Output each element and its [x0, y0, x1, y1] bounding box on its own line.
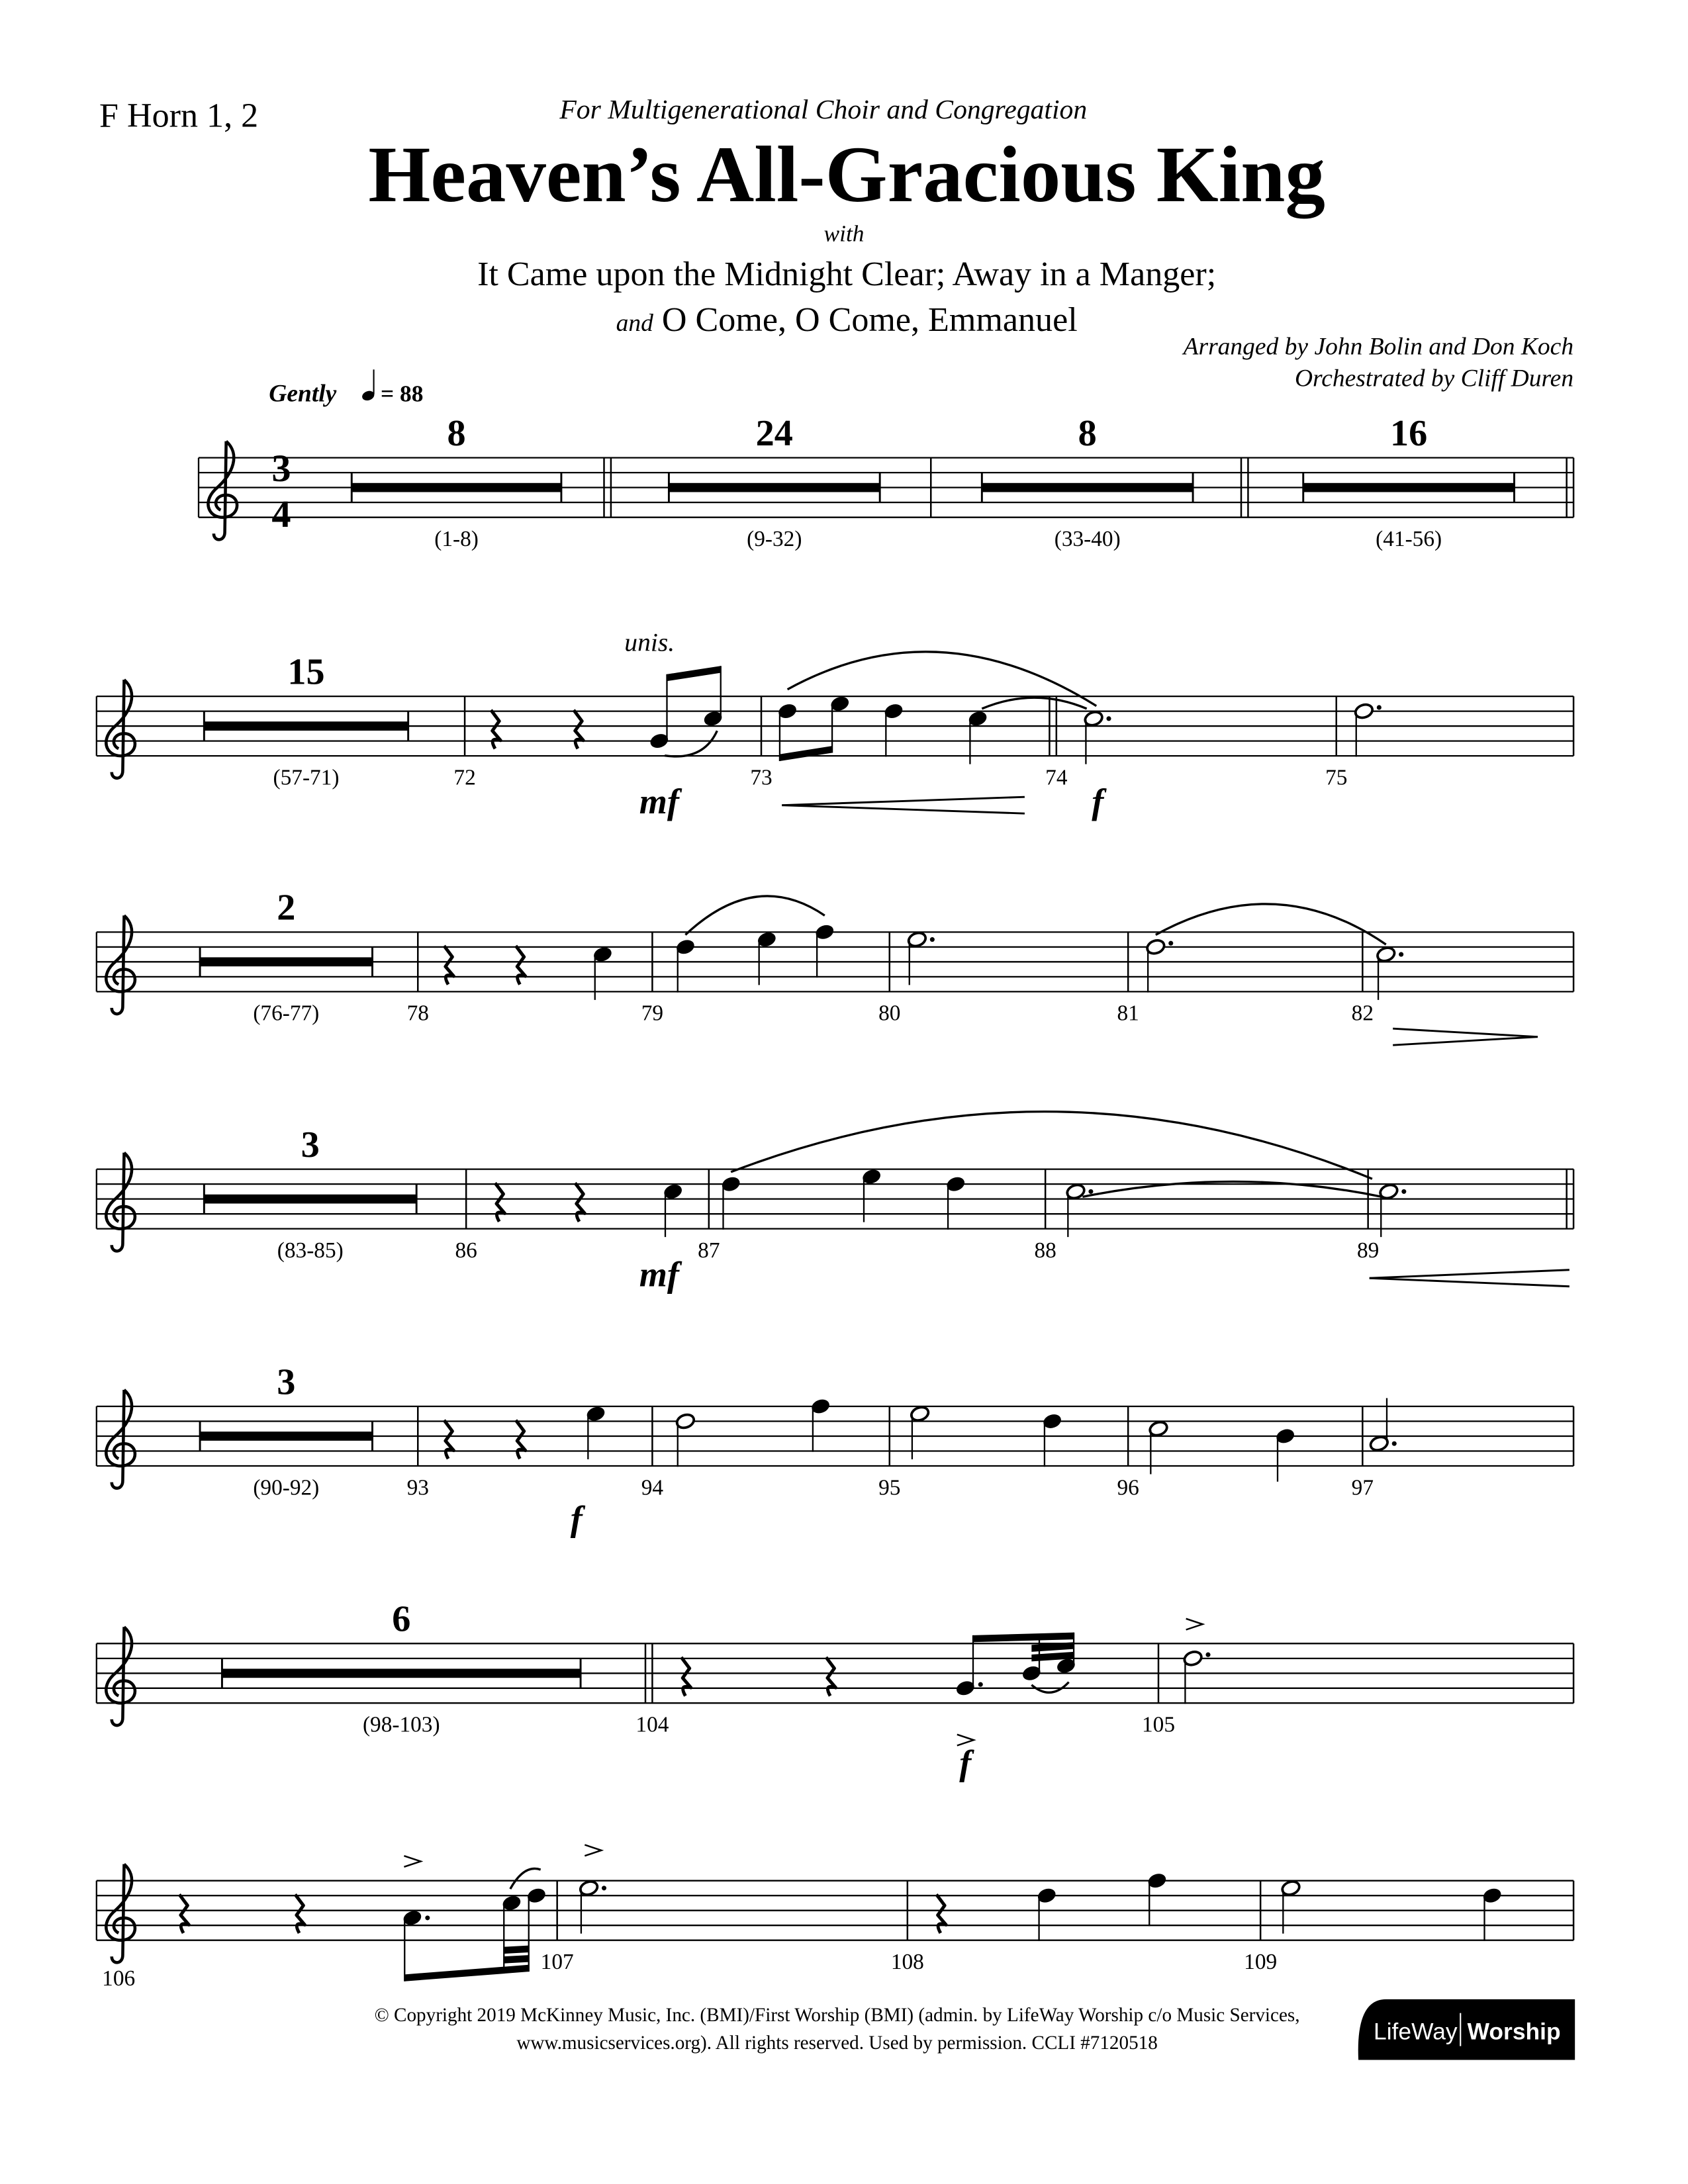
- multirest-range: (9-32): [747, 527, 802, 551]
- measure-number: 79: [641, 1001, 664, 1026]
- dot: [1106, 716, 1111, 721]
- dot: [1401, 1189, 1406, 1194]
- multirest-count: 3: [301, 1124, 320, 1165]
- beam: [404, 1965, 529, 1981]
- slur: [982, 698, 1086, 709]
- multirest-count: 2: [277, 887, 296, 929]
- measure-number: 97: [1351, 1475, 1374, 1500]
- quarter-rest-icon: [444, 946, 454, 984]
- slur: [685, 896, 824, 935]
- treble-clef-icon: [106, 1864, 135, 1963]
- treble-clef-icon: [208, 441, 237, 540]
- time-signature-denominator: 4: [271, 492, 291, 535]
- quarter-rest-icon: [516, 946, 526, 984]
- accent-mark: [585, 1845, 601, 1856]
- dynamic-marking: f: [959, 1743, 972, 1783]
- medley-line-1: It Came upon the Midnight Clear; Away in a Manger;: [477, 255, 1217, 294]
- crescendo-hairpin: [782, 797, 1025, 805]
- logo-worship: Worship: [1467, 2018, 1561, 2045]
- tempo-value: = 88: [381, 380, 424, 407]
- dot: [1168, 941, 1173, 946]
- multimeasure-rest: [200, 957, 372, 966]
- multirest-count: 8: [447, 412, 466, 454]
- multimeasure-rest: [222, 1668, 581, 1678]
- multirest-range: (83-85): [277, 1238, 344, 1263]
- multimeasure-rest: [352, 483, 561, 492]
- quarter-rest-icon: [179, 1895, 189, 1933]
- quarter-rest-icon: [575, 1183, 585, 1222]
- dot: [1392, 1441, 1397, 1446]
- dot: [930, 937, 935, 942]
- measure-number: 74: [1045, 765, 1068, 790]
- treble-clef-icon: [106, 915, 135, 1014]
- measure-number: 95: [878, 1475, 901, 1500]
- multimeasure-rest: [669, 483, 880, 492]
- treble-clef-icon: [106, 1627, 135, 1725]
- measure-number: 89: [1357, 1238, 1380, 1263]
- tempo-text: Gently: [269, 380, 337, 408]
- measure-number: 109: [1244, 1950, 1278, 1975]
- quarter-rest-icon: [937, 1895, 947, 1933]
- multimeasure-rest: [204, 1195, 416, 1204]
- measure-number: 75: [1325, 765, 1348, 790]
- quarter-rest-icon: [826, 1657, 836, 1696]
- quarter-rest-icon: [516, 1420, 526, 1459]
- medley-and: and: [616, 310, 653, 337]
- beam: [503, 1955, 528, 1964]
- measure-number: 106: [102, 1966, 136, 1991]
- measure-number: 108: [890, 1950, 924, 1975]
- quarter-note-icon: [361, 369, 375, 402]
- multirest-count: 8: [1078, 412, 1097, 454]
- decrescendo-hairpin: [1393, 1037, 1538, 1046]
- staff-system-5: [97, 1361, 1573, 1538]
- measure-number: 81: [1117, 1001, 1139, 1026]
- decrescendo-hairpin: [1393, 1028, 1538, 1037]
- dot: [1205, 1653, 1210, 1657]
- dynamic-marking: f: [570, 1498, 583, 1539]
- measure-number: 72: [453, 765, 476, 790]
- treble-clef-icon: [106, 680, 135, 778]
- measure-number: 82: [1351, 1001, 1374, 1026]
- time-signature-numerator: 3: [271, 447, 291, 490]
- measure-number: 78: [406, 1001, 429, 1026]
- slur: [510, 1868, 541, 1889]
- slur: [1031, 1682, 1068, 1693]
- staff-system-7: [97, 1845, 1573, 1991]
- multirest-range: (41-56): [1376, 527, 1442, 551]
- multirest-range: (33-40): [1054, 527, 1121, 551]
- quarter-rest-icon: [681, 1657, 691, 1696]
- slur: [665, 731, 717, 756]
- multirest-range: (57-71): [273, 765, 340, 790]
- multirest-count: 15: [287, 651, 325, 693]
- quarter-rest-icon: [295, 1895, 305, 1933]
- dot: [1088, 1189, 1093, 1194]
- measure-number: 94: [641, 1475, 664, 1500]
- measure-number: 96: [1117, 1475, 1139, 1500]
- quarter-rest-icon: [444, 1420, 454, 1459]
- logo-lifeway: LifeWay: [1374, 2018, 1458, 2045]
- accent-mark: [404, 1856, 420, 1867]
- slur: [1156, 904, 1386, 944]
- copyright-line-1: © Copyright 2019 McKinney Music, Inc. (BMI)/First Worship (BMI) (admin. by LifeWay Worship c/o Music Services,: [374, 2005, 1300, 2026]
- multimeasure-rest: [200, 1432, 372, 1441]
- header: [99, 95, 1573, 407]
- copyright-line-2: www.musicservices.org). All rights reserved. Used by permission. CCLI #7120518: [516, 2032, 1158, 2054]
- staff-system-6: [97, 1599, 1573, 1783]
- beam: [667, 666, 721, 681]
- music-notation: [97, 413, 1573, 1991]
- song-title: Heaven’s All-Gracious King: [368, 130, 1325, 220]
- multimeasure-rest: [982, 483, 1193, 492]
- dot: [1399, 952, 1403, 957]
- staff-system-3: [97, 887, 1573, 1046]
- multirest-range: (98-103): [362, 1712, 440, 1737]
- crescendo-hairpin: [782, 805, 1025, 814]
- measure-number: 88: [1034, 1238, 1056, 1263]
- multirest-count: 16: [1390, 412, 1428, 454]
- multirest-count: 24: [755, 412, 793, 454]
- multimeasure-rest: [1303, 483, 1515, 492]
- medley-title: O Come, O Come, Emmanuel: [661, 301, 1078, 339]
- dynamic-marking: mf: [639, 1254, 679, 1295]
- arranger-credit: Arranged by John Bolin and Don Koch: [1183, 333, 1574, 361]
- measure-number: 104: [635, 1712, 669, 1737]
- measure-number: 105: [1142, 1712, 1175, 1737]
- measure-number: 87: [698, 1238, 720, 1263]
- lifeway-worship-logo: [1358, 1999, 1575, 2060]
- expression-marking: unis.: [624, 627, 675, 657]
- crescendo-hairpin: [1370, 1278, 1570, 1287]
- multirest-range: (1-8): [434, 527, 479, 551]
- multimeasure-rest: [204, 721, 408, 731]
- dot: [602, 1886, 606, 1890]
- treble-clef-icon: [106, 1390, 135, 1488]
- beam: [973, 1633, 1074, 1643]
- subtitle: For Multigenerational Choir and Congregation: [559, 95, 1088, 126]
- staff-system-1: [199, 413, 1573, 551]
- dot: [1377, 705, 1382, 709]
- dot: [425, 1915, 430, 1920]
- dynamic-marking: f: [1092, 782, 1104, 822]
- treble-clef-icon: [106, 1153, 135, 1251]
- measure-number: 73: [750, 765, 773, 790]
- multirest-range: (90-92): [253, 1475, 320, 1500]
- measure-number: 86: [455, 1238, 477, 1263]
- beam: [503, 1946, 528, 1954]
- staff-system-4: [97, 1112, 1573, 1295]
- measure-number: 93: [406, 1475, 429, 1500]
- dynamic-marking: mf: [639, 782, 679, 822]
- multirest-count: 6: [392, 1598, 411, 1640]
- part-name: F Horn 1, 2: [99, 97, 259, 135]
- medley-line-2: [616, 301, 1078, 339]
- beam: [780, 746, 832, 761]
- quarter-rest-icon: [491, 710, 501, 749]
- multirest-count: 3: [277, 1361, 296, 1403]
- quarter-rest-icon: [495, 1183, 505, 1222]
- crescendo-hairpin: [1370, 1270, 1570, 1279]
- dot: [978, 1682, 983, 1687]
- quarter-rest-icon: [574, 710, 584, 749]
- multirest-range: (76-77): [253, 1001, 320, 1026]
- measure-number: 107: [540, 1950, 574, 1975]
- measure-number: 80: [878, 1001, 901, 1026]
- accent-mark: [1186, 1619, 1203, 1630]
- orchestrator-credit: Orchestrated by Cliff Duren: [1294, 365, 1574, 392]
- footer: [375, 1999, 1575, 2060]
- with-label: with: [823, 220, 865, 247]
- staff-system-2: [97, 627, 1573, 821]
